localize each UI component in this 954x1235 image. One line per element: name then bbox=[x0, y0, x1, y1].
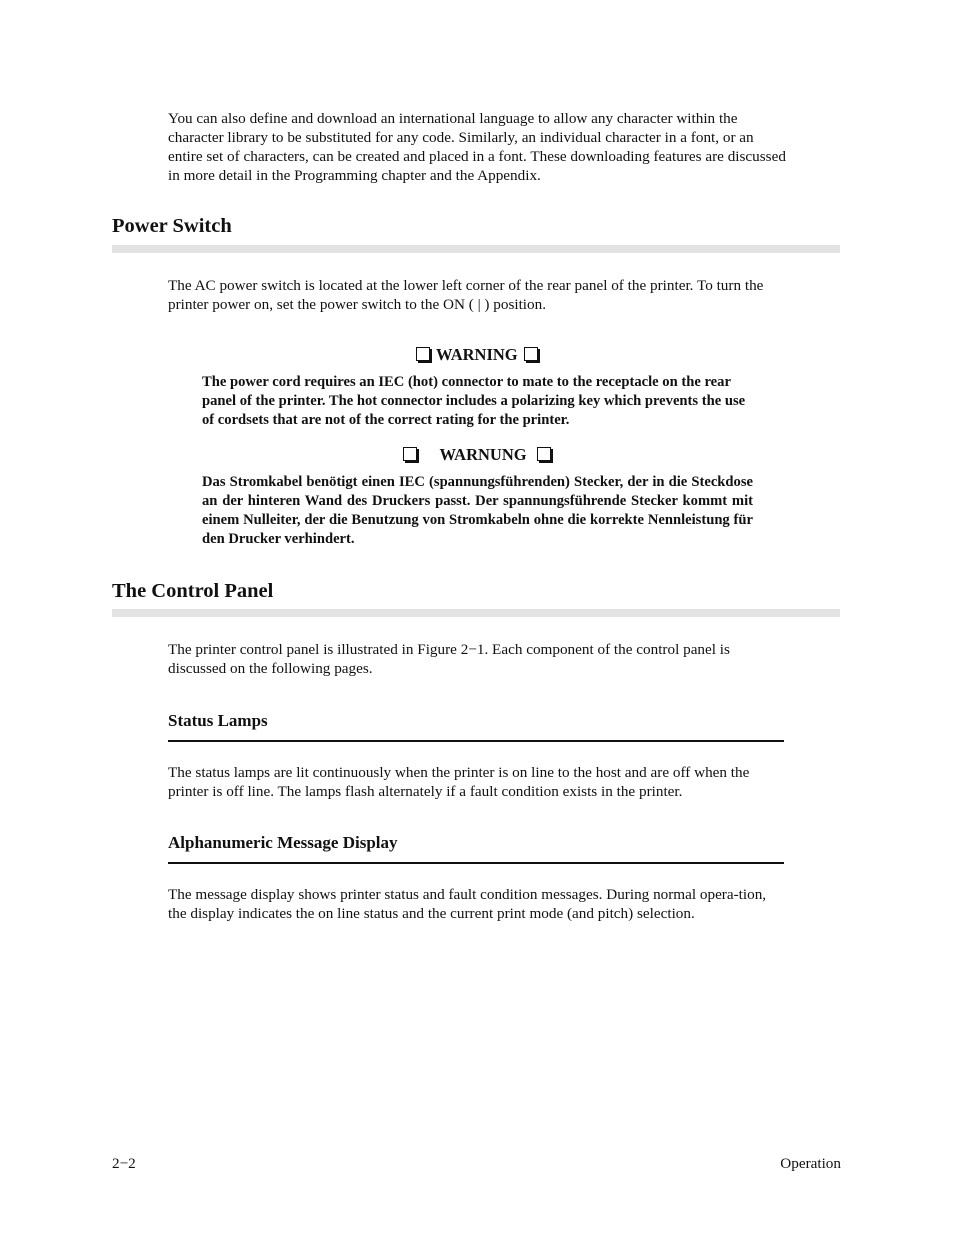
warning-body: The power cord requires an IEC (hot) connector to mate to the receptacle on the rear panel of the printer. The hot connector includes a polarizing key which prevents the use of cordsets that are not of the correct rating for the printer. bbox=[202, 374, 746, 428]
message-display-rule bbox=[168, 862, 784, 864]
warnung-title-text: WARNUNG bbox=[439, 445, 527, 464]
warning-title bbox=[202, 345, 752, 365]
footer-section: Operation bbox=[780, 1155, 841, 1172]
message-display-paragraph: The message display shows printer status and fault condition messages. During normal opera-tion, the display indicates the on line status and the current print mode (and pitch) selection. bbox=[168, 886, 767, 922]
page-number: 2−2 bbox=[112, 1155, 136, 1172]
power-switch-heading: Power Switch bbox=[112, 215, 232, 237]
checkbox-icon bbox=[416, 347, 430, 361]
status-lamps-rule bbox=[168, 740, 784, 742]
checkbox-icon bbox=[403, 447, 417, 461]
power-switch-paragraph: The AC power switch is located at the lower left corner of the rear panel of the printer. To turn the printer power on, set the power switch to the ON ( | ) position. bbox=[168, 277, 764, 313]
warning-title-text: WARNING bbox=[436, 345, 518, 364]
checkbox-icon bbox=[524, 347, 538, 361]
control-panel-heading-bar bbox=[112, 609, 840, 617]
power-switch-heading-bar bbox=[112, 245, 840, 253]
warnung-title bbox=[202, 445, 752, 465]
control-panel-heading: The Control Panel bbox=[112, 580, 274, 602]
intro-paragraph: You can also define and download an international language to allow any character within the character library to be substituted for any code. Similarly, an individual character in a font, or an entire set of characters, can be created and placed in a font. These downloading features are discussed in more detail in the Programming chapter and the Appendix. bbox=[168, 110, 786, 184]
status-lamps-heading: Status Lamps bbox=[168, 711, 268, 730]
control-panel-paragraph: The printer control panel is illustrated in Figure 2−1. Each component of the control panel is discussed on the following pages. bbox=[168, 641, 730, 677]
message-display-heading: Alphanumeric Message Display bbox=[168, 833, 398, 852]
checkbox-icon bbox=[537, 447, 551, 461]
status-lamps-paragraph: The status lamps are lit continuously when the printer is on line to the host and are off when the printer is off line. The lamps flash alternately if a fault condition exists in the printer. bbox=[168, 764, 750, 800]
warnung-body: Das Stromkabel benötigt einen IEC (spannungsführenden) Stecker, der in die Steckdose an der hinteren Wand des Druckers passt. Der spannungsführende Stecker kommt mit einem Nulleiter, der die Benutzung von Stromkabeln ohne die korrekte Nennleistung für den Drucker verhindert. bbox=[202, 474, 753, 547]
